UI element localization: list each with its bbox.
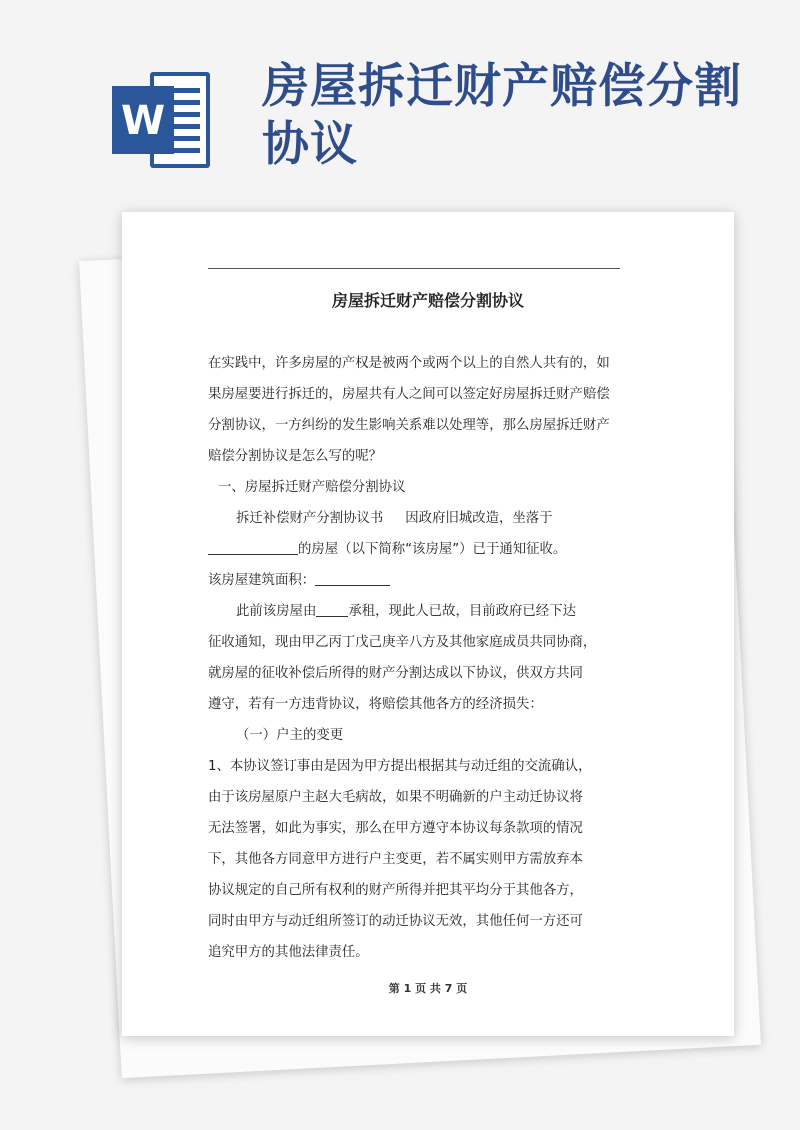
blank-field bbox=[208, 540, 298, 555]
agreement-name: 拆迁补偿财产分割协议书 bbox=[236, 511, 384, 526]
word-document-icon bbox=[110, 68, 214, 172]
paragraph-line: 下，其他各方同意甲方进行户主变更，若不属实则甲方需放弃本 bbox=[208, 852, 583, 867]
paragraph-line: 协议规定的自己所有权利的财产所得并把其平均分于其他各方， bbox=[208, 883, 583, 898]
paragraph-text: 此前该房屋由 bbox=[236, 604, 317, 619]
paragraph-line: 征收通知，现由甲乙丙丁戊己庚辛八方及其他家庭成员共同协商， bbox=[208, 635, 597, 650]
paragraph-line: 分割协议，一方纠纷的发生影响关系难以处理等，那么房屋拆迁财产 bbox=[208, 418, 610, 433]
paragraph-line: 赔偿分割协议是怎么写的呢？ bbox=[208, 449, 383, 464]
paragraph-line bbox=[208, 596, 622, 627]
word-icon-letter: W bbox=[120, 98, 166, 144]
paragraph-line: 遵守，若有一方违背协议，将赔偿其他各方的经济损失： bbox=[208, 697, 543, 712]
banner-title: 房屋拆迁财产赔偿分割协议 bbox=[262, 59, 742, 172]
paragraph-line bbox=[208, 503, 622, 534]
paragraph-line bbox=[208, 534, 622, 565]
paragraph-line: 就房屋的征收补偿后所得的财产分割达成以下协议，供双方共同 bbox=[208, 666, 583, 681]
paragraph-text: 的房屋（以下简称“该房屋”）已于通知征收。 bbox=[298, 542, 567, 557]
paragraph-line: 1、本协议签订事由是因为甲方提出根据其与动迁组的交流确认， bbox=[208, 759, 592, 774]
paragraph-line: 同时由甲方与动迁组所签订的动迁协议无效，其他任何一方还可 bbox=[208, 914, 583, 929]
paragraph-line: 无法签署，如此为事实，那么在甲方遵守本协议每条款项的情况 bbox=[208, 821, 583, 836]
document-page bbox=[122, 212, 734, 1036]
paragraph-line: 由于该房屋原户主赵大毛病故，如果不明确新的户主动迁协议将 bbox=[208, 790, 583, 805]
blank-field bbox=[316, 602, 348, 617]
subsection-heading: （一）户主的变更 bbox=[236, 728, 344, 743]
paragraph-text: 该房屋建筑面积： bbox=[208, 573, 316, 588]
section-heading: 一、房屋拆迁财产赔偿分割协议 bbox=[218, 480, 406, 495]
paragraph-line: 追究甲方的其他法律责任。 bbox=[208, 945, 369, 960]
document-body bbox=[208, 348, 622, 968]
paragraph-text: 承租，现此人已故，目前政府已经下达 bbox=[348, 604, 576, 619]
paragraph-line: 在实践中，许多房屋的产权是被两个或两个以上的自然人共有的，如 bbox=[208, 356, 610, 371]
document-title: 房屋拆迁财产赔偿分割协议 bbox=[331, 291, 524, 310]
paragraph-line bbox=[208, 565, 622, 596]
paragraph-line: 果房屋要进行拆迁的，房屋共有人之间可以签定好房屋拆迁财产赔偿 bbox=[208, 387, 610, 402]
header-rule bbox=[208, 268, 620, 269]
page-footer: 第 1 页 共 7 页 bbox=[388, 982, 468, 995]
blank-field bbox=[315, 571, 390, 586]
paragraph-text: 因政府旧城改造，坐落于 bbox=[405, 511, 553, 526]
